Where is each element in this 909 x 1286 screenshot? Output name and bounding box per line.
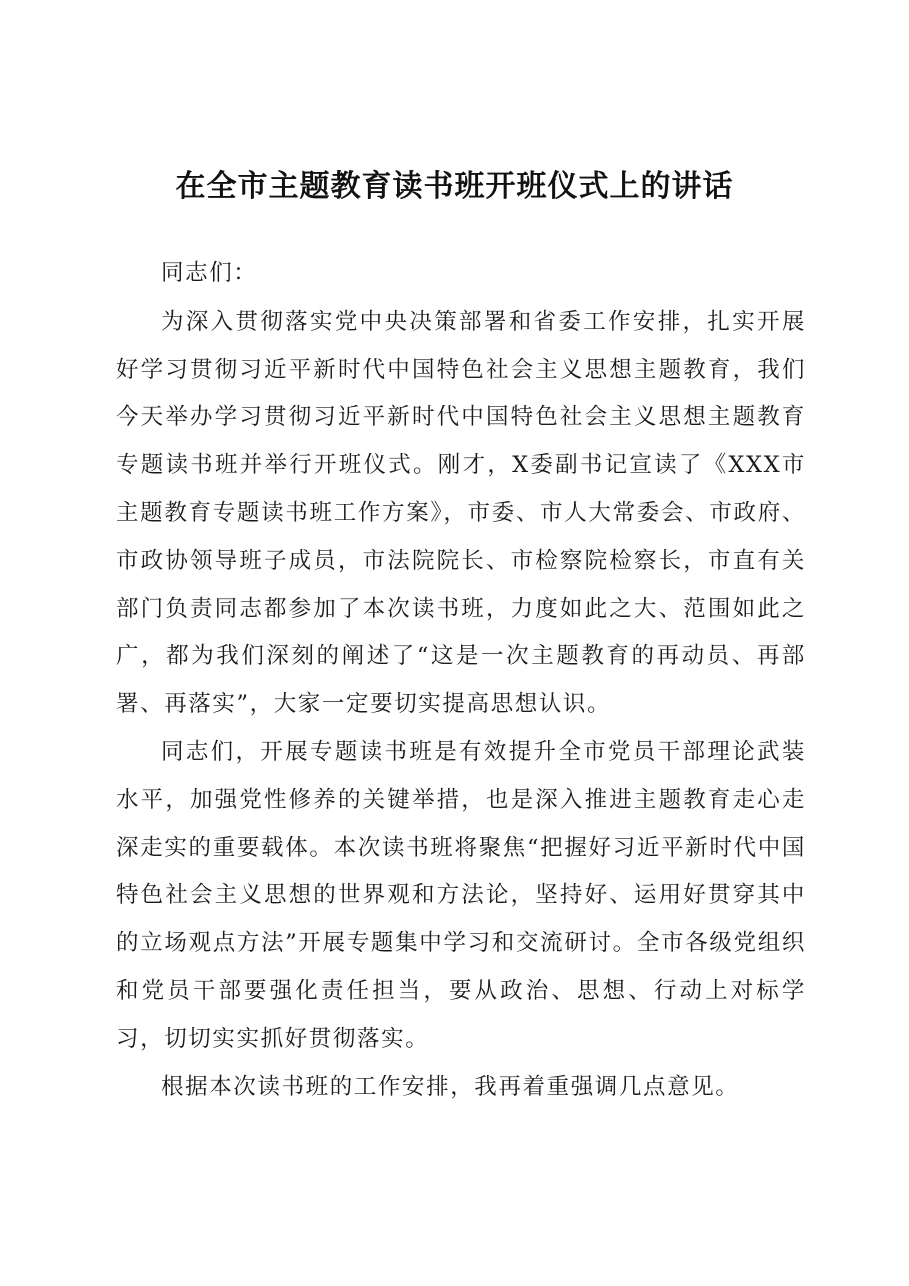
body-paragraph-1: 为深入贯彻落实党中央决策部署和省委工作安排，扎实开展好学习贯彻习近平新时代中国特色社会主义思想主题教育，我们今天举办学习贯彻习近平新时代中国特色社会主义思想主题教育专题读书班并举行开班仪式。刚才，X委副书记宣读了《XXX市主题教育专题读书班工作方案》，市委、市人大常委会、市政府、市政协领导班子成员，市法院院长、市检察院检察长，市直有关部门负责同志都参加了本次读书班，力度如此之大、范围如此之广，都为我们深刻的阐述了“这是一次主题教育的再动员、再部署、再落实”，大家一定要切实提高思想认识。 [116, 308, 806, 718]
body-paragraph-3: 根据本次读书班的工作安排，我再着重强调几点意见。 [161, 1073, 740, 1100]
document-body [116, 250, 806, 1111]
greeting-paragraph: 同志们： [161, 260, 258, 286]
body-paragraph-2: 同志们，开展专题读书班是有效提升全市党员干部理论武装水平，加强党性修养的关键举措，也是深入推进主题教育走心走深走实的重要载体。本次读书班将聚焦“把握好习近平新时代中国特色社会主义思想的世界观和方法论，坚持好、运用好贯穿其中的立场观点方法”开展专题集中学习和交流研讨。全市各级党组织和党员干部要强化责任担当，要从政治、思想、行动上对标学习，切切实实抓好贯彻落实。 [116, 738, 806, 1052]
document-title: 在全市主题教育读书班开班仪式上的讲话 [175, 169, 734, 204]
